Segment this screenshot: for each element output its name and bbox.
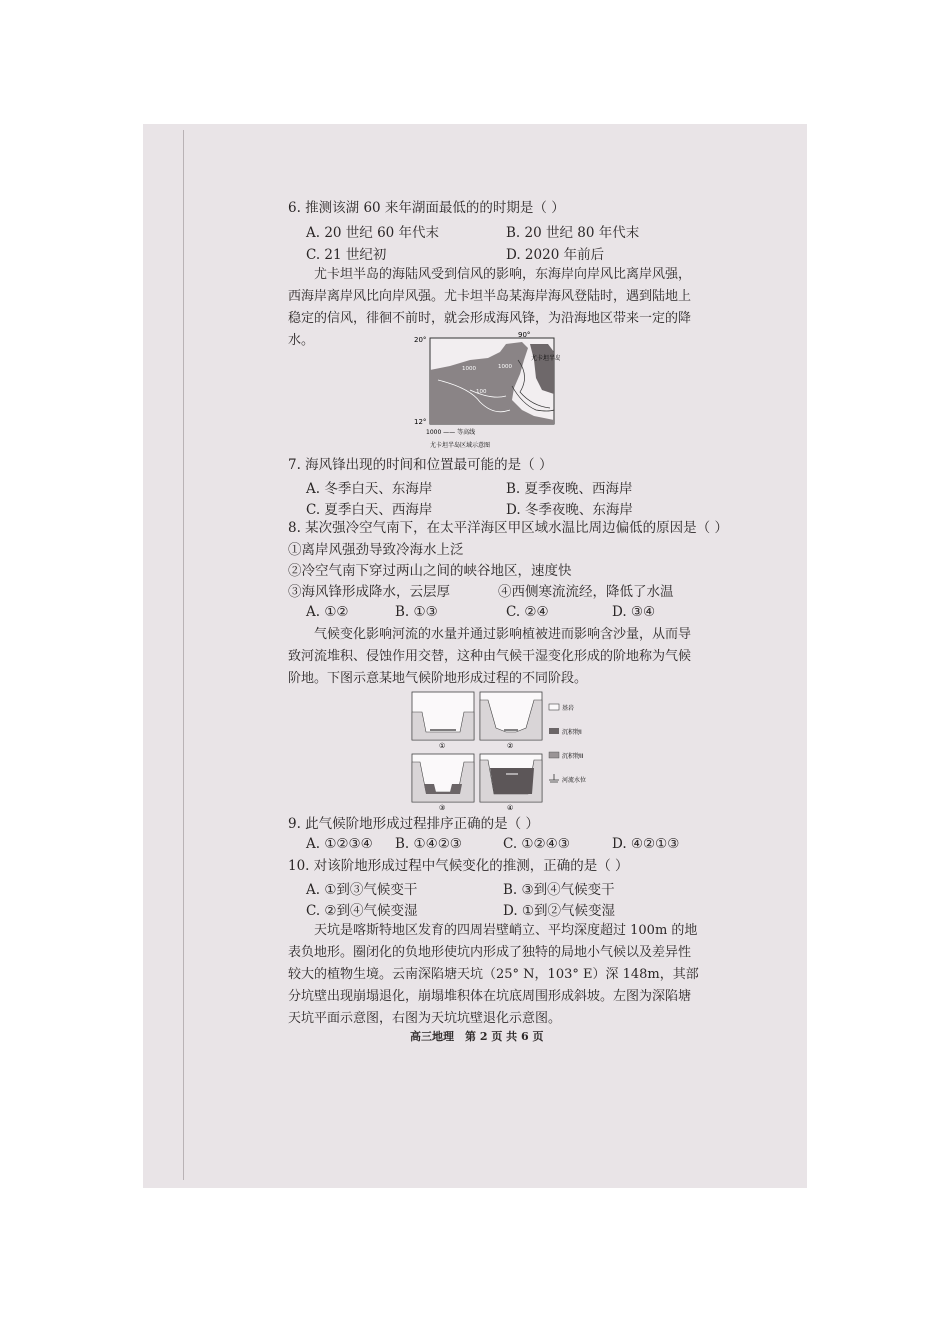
question-8-option-b: B. ①③ [395, 604, 438, 620]
map-peninsula-label: 尤卡坦半岛 [531, 355, 560, 362]
question-6-option-a: A. 20 世纪 60 年代末 [306, 225, 440, 241]
map-legend: 1000 —— 等高线 [426, 429, 476, 436]
question-10-option-d: D. ①到②气候变湿 [503, 903, 616, 919]
map-lon-label: 90° [518, 331, 531, 339]
terrace-panel-2 [480, 692, 542, 750]
terrace-panel-label-2: ② [507, 742, 514, 750]
passage-tiankeng: 天坑是喀斯特地区发育的四周岩壁峭立、平均深度超过 100m 的地表负地形。圈闭化的负地形使坑内形成了独特的局地小气候以及差异性较大的植物生境。云南深陷塘天坑（25° N，103° E）深 148m，其部分坑壁出现崩塌退化，崩塌堆积体在坑底周围形成斜坡。左图为深陷塘天坑平面示意图，右图为天坑坑壁退化示意图。 [288, 923, 699, 1026]
passage-terrace: 气候变化影响河流的水量并通过影响植被进而影响含沙量，从而导致河流堆积、侵蚀作用交替，这种由气候干湿变化形成的阶地称为气候阶地。下图示意某地气候阶地形成过程的不同阶段。 [288, 627, 692, 686]
question-7-stem: 7. 海风锋出现的时间和位置最可能的是（ ） [288, 457, 553, 473]
question-8-option-a: A. ①② [306, 604, 349, 620]
map-lat-bottom-label: 12° [414, 418, 427, 426]
question-6-option-c: C. 21 世纪初 [306, 247, 387, 263]
terrace-panel-4 [480, 754, 542, 812]
terrace-panel-label-4: ④ [507, 804, 514, 812]
question-9-stem: 9. 此气候阶地形成过程排序正确的是（ ） [288, 816, 539, 832]
legend-sediment-2: 沉积物II [562, 753, 584, 760]
question-7-option-d: D. 冬季夜晚、东海岸 [506, 502, 633, 518]
terrace-panel-1 [412, 692, 474, 750]
terrace-figure [410, 690, 590, 816]
question-8-item-1: ①离岸风强劲导致冷海水上泛 [288, 542, 464, 558]
map-lat-top-label: 20° [414, 336, 427, 344]
question-9-option-d: D. ④②①③ [612, 836, 680, 852]
question-10-stem: 10. 对该阶地形成过程中气候变化的推测，正确的是（ ） [288, 858, 629, 874]
terrace-legend [549, 704, 586, 784]
map-contour-label-1: 1000 [462, 366, 476, 372]
question-8-item-3: ③海风锋形成降水，云层厚 [288, 584, 450, 600]
question-8-item-2: ②冷空气南下穿过两山之间的峡谷地区，速度快 [288, 563, 572, 579]
question-9-option-a: A. ①②③④ [306, 836, 373, 852]
question-6-stem: 6. 推测该湖 60 来年湖面最低的的时期是（ ） [288, 200, 565, 216]
yucatan-map-figure [410, 330, 560, 458]
question-10-option-c: C. ②到④气候变湿 [306, 903, 418, 919]
map-contour-label-3: 100 [476, 389, 487, 395]
page-footer: 高三地理 第 2 页 共 6 页 [410, 1030, 544, 1043]
question-8-option-c: C. ②④ [506, 604, 549, 620]
question-6-option-d: D. 2020 年前后 [506, 247, 605, 263]
question-8-item-4: ④西侧寒流流经，降低了水温 [498, 584, 674, 600]
legend-bedrock: 基岩 [562, 705, 575, 712]
question-6-option-b: B. 20 世纪 80 年代末 [506, 225, 640, 241]
binding-line [183, 130, 184, 1180]
terrace-panel-label-1: ① [439, 742, 446, 750]
terrace-panel-label-3: ③ [439, 804, 446, 812]
question-10-option-a: A. ①到③气候变干 [306, 882, 418, 898]
question-9-option-c: C. ①②④③ [503, 836, 570, 852]
terrace-panel-3 [412, 754, 474, 812]
map-contour-label-2: 1000 [498, 364, 512, 370]
question-8-option-d: D. ③④ [612, 604, 656, 620]
passage-yucatan: 尤卡坦半岛的海陆风受到信风的影响，东海岸向岸风比离岸风强，西海岸离岸风比向岸风强。尤卡坦半岛某海岸海风登陆时，遇到陆地上稳定的信风，徘徊不前时，就会形成海风锋，为沿海地区带来一定的降水。 [288, 267, 692, 348]
question-7-option-c: C. 夏季白天、西海岸 [306, 502, 433, 518]
legend-sediment-1: 沉积物I [562, 729, 582, 736]
question-8-stem: 8. 某次强冷空气南下，在太平洋海区甲区域水温比周边偏低的原因是（ ） [288, 520, 728, 536]
question-7-option-a: A. 冬季白天、东海岸 [306, 481, 433, 497]
map-caption: 尤卡坦半岛区域示意图 [430, 442, 491, 449]
question-9-option-b: B. ①④②③ [395, 836, 462, 852]
question-10-option-b: B. ③到④气候变干 [503, 882, 615, 898]
question-7-option-b: B. 夏季夜晚、西海岸 [506, 481, 633, 497]
legend-water-level: 河流水位 [562, 777, 587, 784]
